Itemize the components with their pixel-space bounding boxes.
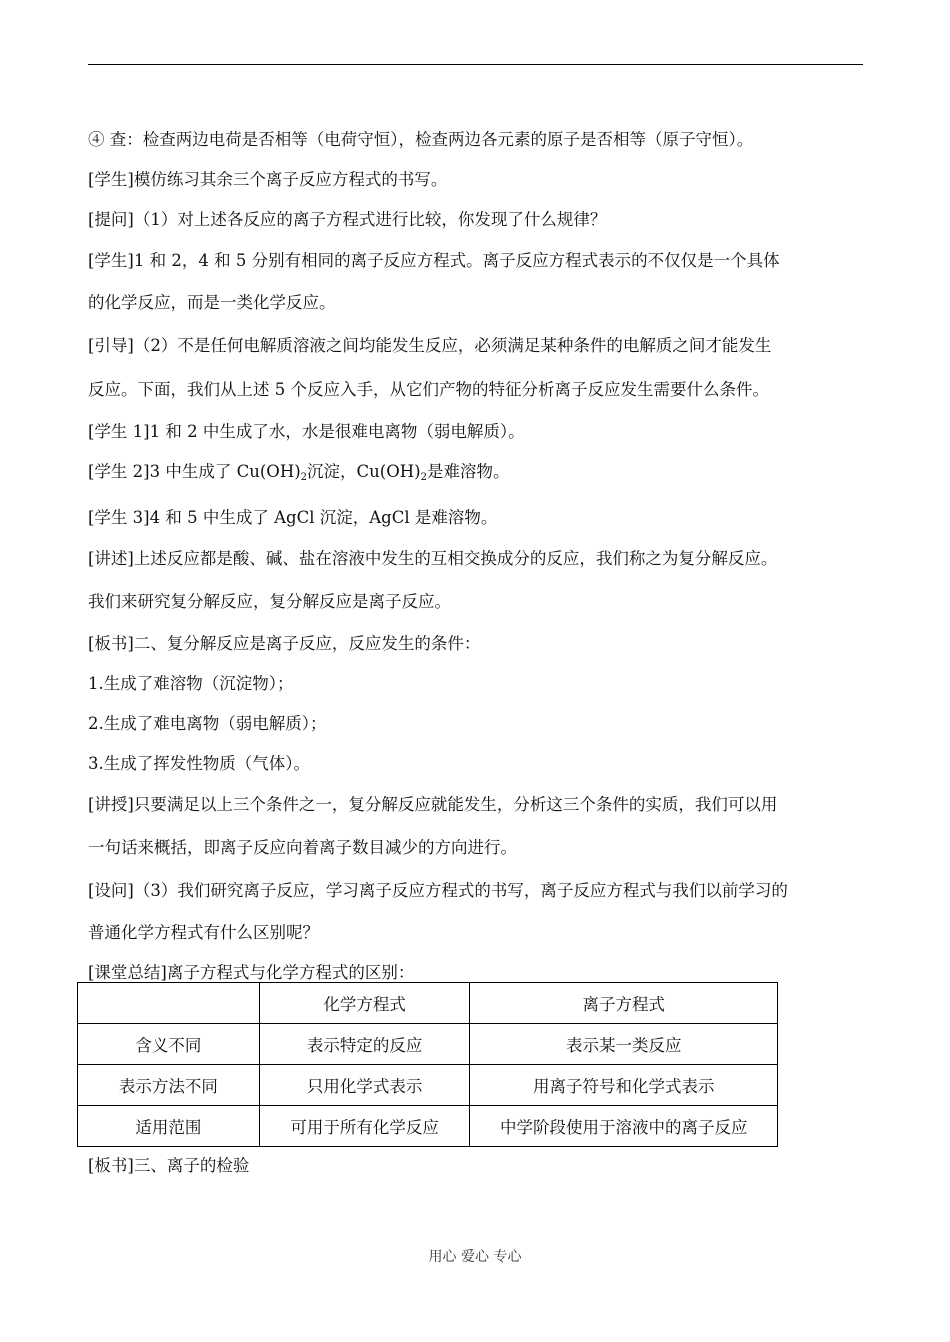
table-cell: 只用化学式表示	[259, 1065, 470, 1106]
paragraph: [板书]二、复分解反应是离子反应，反应发生的条件：	[88, 634, 481, 653]
paragraph: 普通化学方程式有什么区别呢？	[88, 923, 319, 942]
table-cell: 表示特定的反应	[259, 1024, 470, 1065]
document-body	[88, 120, 863, 992]
table-cell: 中学阶段使用于溶液中的离子反应	[470, 1106, 778, 1147]
paragraph: [学生 1]1 和 2 中生成了水，水是很难电离物（弱电解质）。	[88, 422, 525, 441]
table-cell: 用离子符号和化学式表示	[470, 1065, 778, 1106]
paragraph-after-table: [板书]三、离子的检验	[88, 1156, 250, 1175]
paragraph-cu-oh	[88, 452, 863, 498]
paragraph: 1.生成了难溶物（沉淀物）；	[88, 674, 294, 693]
table-header-cell: 离子方程式	[470, 983, 778, 1024]
paragraph: 的化学反应，而是一类化学反应。	[88, 293, 336, 312]
paragraph: 反应。下面，我们从上述 5 个反应入手，从它们产物的特征分析离子反应发生需要什么条件。	[88, 380, 769, 399]
cu-line-mid: 沉淀，Cu(OH)	[307, 462, 421, 481]
subscript: 2	[300, 472, 308, 483]
paragraph: [讲授]只要满足以上三个条件之一，复分解反应就能发生，分析这三个条件的实质，我们可以用	[88, 795, 778, 814]
table-cell: 适用范围	[78, 1106, 260, 1147]
table-header-cell: 化学方程式	[259, 983, 470, 1024]
table-row	[78, 1065, 778, 1106]
cu-line-post: 是难溶物。	[426, 462, 510, 481]
paragraph: [引导]（2）不是任何电解质溶液之间均能发生反应，必须满足某种条件的电解质之间才能发生	[88, 336, 772, 355]
paragraph: [学生]1 和 2，4 和 5 分别有相同的离子反应方程式。离子反应方程式表示的不仅仅是一个具体	[88, 251, 780, 270]
paragraph: [讲述]上述反应都是酸、碱、盐在溶液中发生的互相交换成分的反应，我们称之为复分解反应。	[88, 549, 778, 568]
table-row	[78, 1106, 778, 1147]
cu-line-pre: [学生 2]3 中生成了 Cu(OH)	[88, 462, 301, 481]
table-header-row	[78, 983, 778, 1024]
paragraph: [学生 3]4 和 5 中生成了 AgCl 沉淀，AgCl 是难溶物。	[88, 508, 498, 527]
subscript: 2	[420, 472, 427, 483]
paragraph: 我们来研究复分解反应，复分解反应是离子反应。	[88, 592, 451, 611]
paragraph: 2.生成了难电离物（弱电解质）；	[88, 714, 327, 733]
paragraph: [课堂总结]离子方程式与化学方程式的区别：	[88, 963, 415, 982]
header-rule	[88, 64, 863, 65]
table-row	[78, 1024, 778, 1065]
paragraph: [学生]模仿练习其余三个离子反应方程式的书写。	[88, 170, 448, 189]
table-cell: 可用于所有化学反应	[259, 1106, 470, 1147]
table-cell: 表示某一类反应	[470, 1024, 778, 1065]
table-header-cell	[78, 983, 260, 1024]
paragraph: 3.生成了挥发性物质（气体）。	[88, 754, 310, 773]
paragraph: 一句话来概括，即离子反应向着离子数目减少的方向进行。	[88, 838, 517, 857]
paragraph: [设问]（3）我们研究离子反应，学习离子反应方程式的书写，离子反应方程式与我们以前学习的	[88, 881, 788, 900]
page-footer: 用心 爱心 专心	[428, 1249, 522, 1265]
comparison-table	[77, 982, 778, 1147]
table-cell: 含义不同	[78, 1024, 260, 1065]
paragraph: [提问]（1）对上述各反应的离子方程式进行比较，你发现了什么规律？	[88, 210, 607, 229]
paragraph: ④ 查：检查两边电荷是否相等（电荷守恒），检查两边各元素的原子是否相等（原子守恒）。	[88, 130, 754, 149]
table-cell: 表示方法不同	[78, 1065, 260, 1106]
